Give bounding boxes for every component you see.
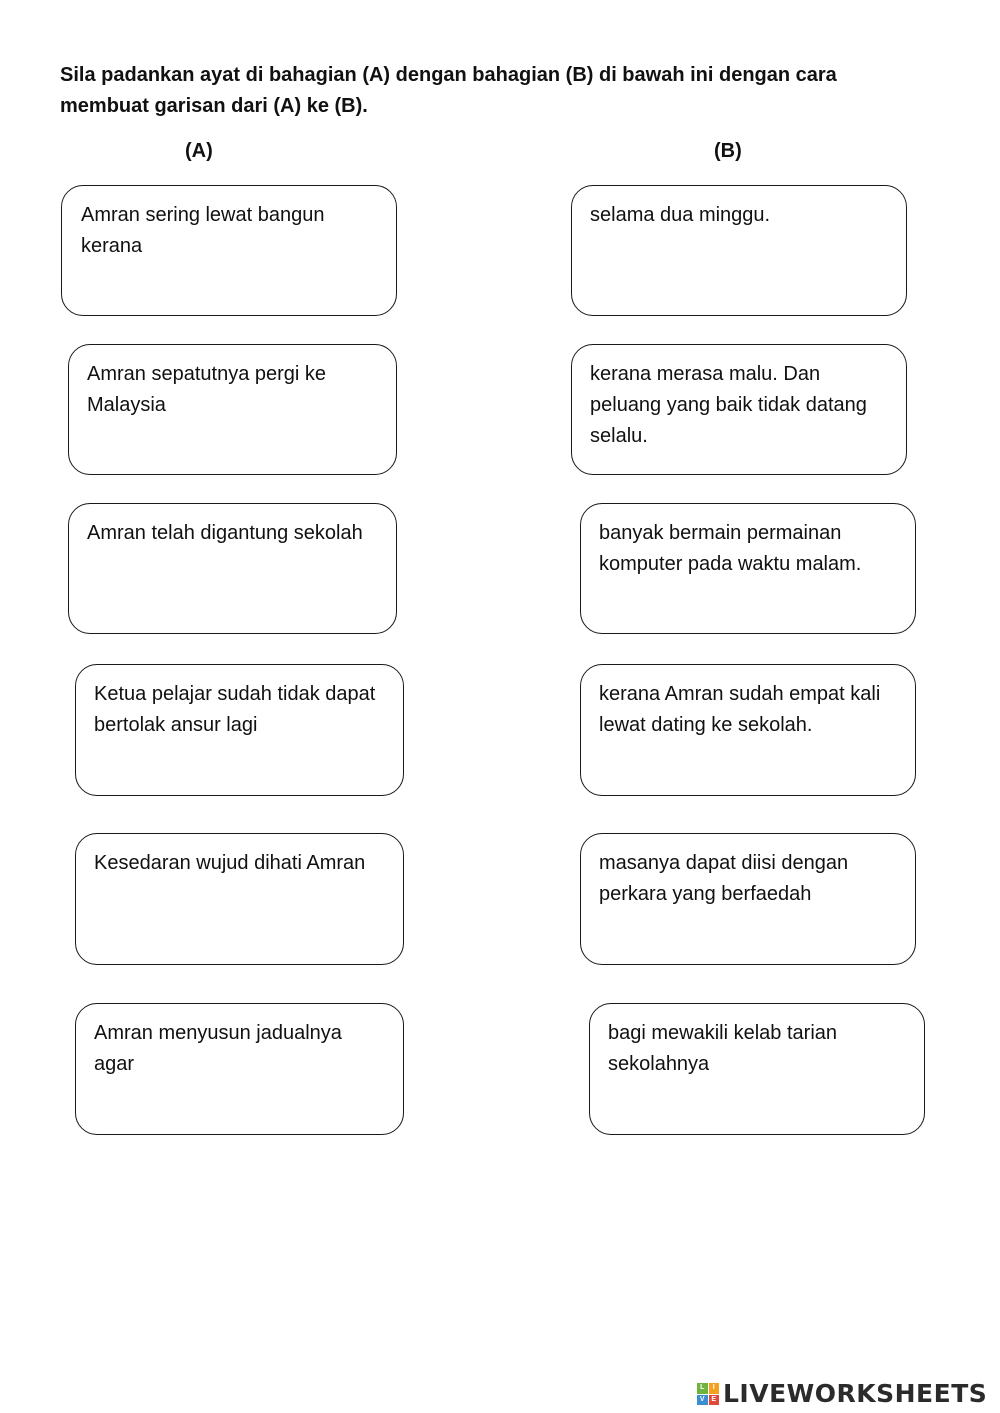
column-b-header: (B) bbox=[714, 140, 742, 162]
instruction-text: Sila padankan ayat di bahagian (A) dengan bahagian (B) di bawah ini dengan cara membuat garisan dari (A) ke (B). bbox=[60, 64, 837, 117]
column-a-header: (A) bbox=[185, 140, 213, 162]
column-a-item-4[interactable]: Ketua pelajar sudah tidak dapat bertolak ansur lagi bbox=[75, 664, 404, 796]
column-a-item-5[interactable]: Kesedaran wujud dihati Amran bbox=[75, 833, 404, 965]
column-b-item-2[interactable]: kerana merasa malu. Dan peluang yang baik tidak datang selalu. bbox=[571, 344, 907, 475]
liveworksheets-logo bbox=[697, 1380, 987, 1408]
column-a-item-2[interactable]: Amran sepatutnya pergi ke Malaysia bbox=[68, 344, 397, 475]
column-b-item-5[interactable]: masanya dapat diisi dengan perkara yang berfaedah bbox=[580, 833, 916, 965]
column-a-item-3[interactable]: Amran telah digantung sekolah bbox=[68, 503, 397, 634]
column-b-item-1[interactable]: selama dua minggu. bbox=[571, 185, 907, 316]
logo-mark-icon: L I V E bbox=[697, 1383, 719, 1405]
column-b-item-3[interactable]: banyak bermain permainan komputer pada waktu malam. bbox=[580, 503, 916, 634]
column-a-item-1[interactable]: Amran sering lewat bangun kerana bbox=[61, 185, 397, 316]
logo-text: LIVEWORKSHEETS bbox=[723, 1379, 988, 1408]
column-b-item-4[interactable]: kerana Amran sudah empat kali lewat dating ke sekolah. bbox=[580, 664, 916, 796]
column-b-item-6[interactable]: bagi mewakili kelab tarian sekolahnya bbox=[589, 1003, 925, 1135]
column-a-item-6[interactable]: Amran menyusun jadualnya agar bbox=[75, 1003, 404, 1135]
